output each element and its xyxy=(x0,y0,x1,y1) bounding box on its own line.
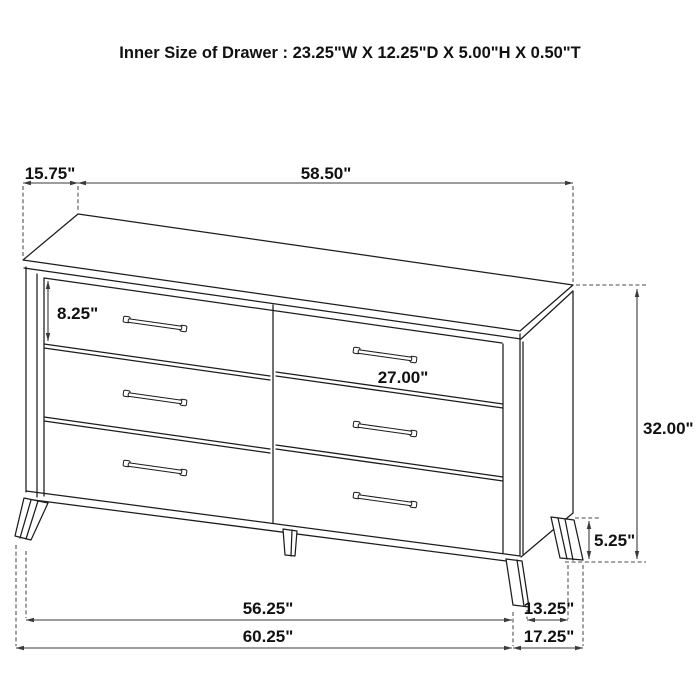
front-center-leg xyxy=(283,529,297,556)
dimension-base-span-inner xyxy=(26,551,512,620)
label-top-depth: 15.75" xyxy=(24,164,76,183)
label-top-width: 58.50" xyxy=(300,164,352,183)
handle-right-bottom xyxy=(353,492,417,508)
label-top-drawer-height: 8.25" xyxy=(57,304,99,323)
dimension-leg-height xyxy=(575,518,635,559)
handle-right-middle xyxy=(353,421,417,437)
label-base-depth-outer: 17.25" xyxy=(523,627,575,646)
handle-left-bottom xyxy=(123,460,187,476)
dimension-top-drawer-height xyxy=(48,281,98,341)
label-leg-height: 5.25" xyxy=(594,531,636,550)
drawer-handles xyxy=(123,316,417,508)
handle-left-middle xyxy=(123,390,187,406)
label-base-depth-inner: 13.25" xyxy=(523,599,575,618)
back-right-leg xyxy=(551,517,583,560)
label-overall-height: 32.00" xyxy=(643,419,694,438)
dimension-overall-height xyxy=(565,285,694,562)
front-left-leg xyxy=(15,498,48,540)
label-base-span-outer: 60.25" xyxy=(242,627,294,646)
dimension-base-depth-inner xyxy=(524,565,575,620)
handle-left-top xyxy=(123,316,187,332)
dimension-base-span-outer xyxy=(16,545,513,648)
diagram-title: Inner Size of Drawer : 23.25"W X 12.25"D X 5.00"H X 0.50"T xyxy=(119,44,581,62)
dresser-drawing xyxy=(15,214,583,607)
handle-right-top xyxy=(353,347,417,363)
label-base-span-inner: 56.25" xyxy=(242,599,294,618)
label-drawer-width: 27.00" xyxy=(377,368,429,387)
